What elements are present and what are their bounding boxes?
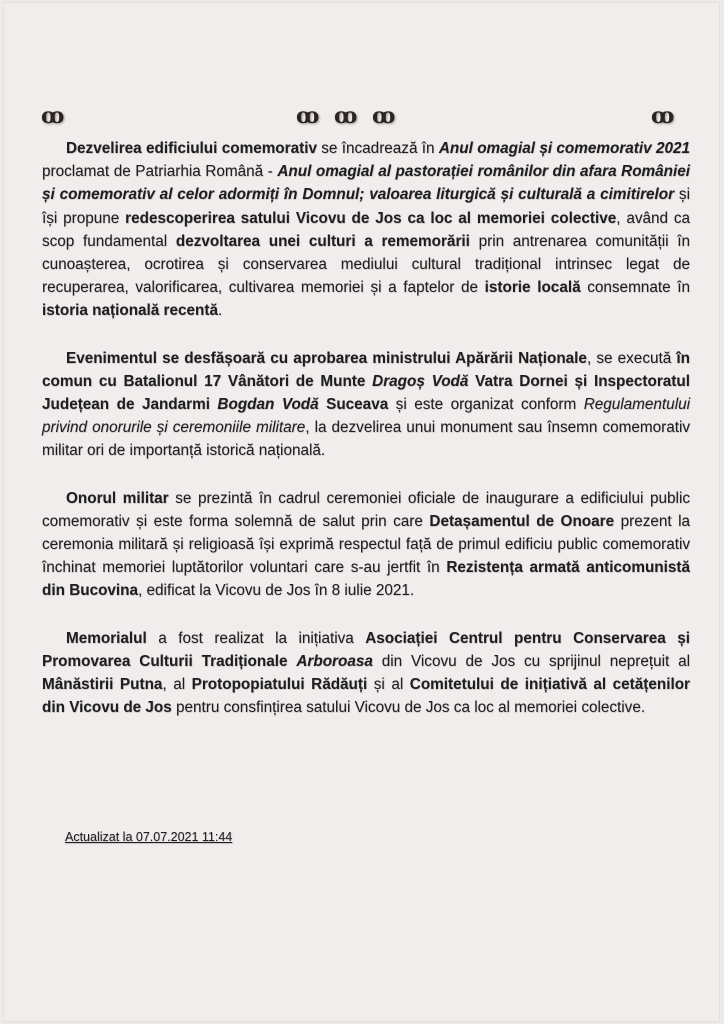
ornament-right: ꝏ: [651, 103, 674, 129]
ornament-left: ꝏ: [41, 103, 64, 129]
p4-bold-4: Protopopiatului Rădăuți: [191, 676, 368, 694]
p2-text-3: , la dezvelirea unui monument sau însemn comemorativ militar ori de importanță istorică națională.: [42, 419, 690, 460]
p2-bold-4: Suceava: [318, 396, 389, 414]
p4-bold-2: Asociației Centrul pentru Conservarea și Promovarea Culturii Tradiționale: [42, 629, 690, 670]
p2-bold-italic-1: Dragoș Vodă: [372, 372, 469, 390]
p1-text-5: prin antrenarea comunității în cunoașterea, ocrotirea și conservarea mediului cultural tradițional intrinsec legat de recuperarea, valorificarea, cultivarea memoriei și a faptelor de: [42, 232, 691, 297]
p3-text-3: , edificat la Vicovu de Jos în 8 iulie 2021.: [138, 582, 415, 600]
p1-bold-3: dezvoltarea unei culturi a rememorării: [175, 232, 470, 250]
p2-bold-italic-2: Bogdan Vodă: [217, 396, 319, 414]
document-page: [4, 3, 719, 1021]
p1-bold-italic-2: Anul omagial al pastorației românilor din afara României și comemorativ al celor adormiți în Domnul; valoarea liturgică și culturală a cimitirelor: [42, 163, 691, 204]
last-updated-text: Actualizat la 07.07.2021 11:44: [65, 830, 233, 844]
p4-bold-5: Comitetului de inițiativă al cetățenilor din Vicovu de Jos: [42, 676, 690, 717]
p1-text-3: și își propune: [42, 186, 690, 227]
p4-bold-3: Mânăstirii Putna: [42, 676, 163, 694]
p2-bold-3: Vatra Dornei și Inspectoratul Județean de Jandarmi: [42, 372, 690, 414]
p4-bold-italic-1: Arboroasa: [296, 652, 373, 670]
p4-text-2: din Vicovu de Jos cu sprijinul neprețuit al: [372, 652, 690, 670]
p4-bold-1: Memorialul: [66, 629, 147, 647]
p3-text-2: prezent la ceremonia militară și religioasă își exprimă respectul față de primul edificiu public comemorativ închinat memoriei luptătorilor voluntari care s-au jertfit în: [42, 512, 691, 577]
p4-text-5: pentru consfințirea satului Vicovu de Jos ca loc al memoriei colective.: [171, 699, 646, 717]
p3-bold-2: Detașamentul de Onoare: [429, 512, 615, 530]
paragraph-memorialul: [42, 627, 690, 720]
p2-bold-1: Evenimentul se desfășoară cu aprobarea ministrului Apărării Naționale: [66, 349, 587, 367]
p1-text-6: consemnate în: [580, 279, 690, 297]
p1-bold-2: redescoperirea satului Vicovu de Jos ca loc al memoriei colective: [125, 209, 617, 227]
p1-bold-4: istorie locală: [484, 279, 581, 297]
paragraph-onorul: [42, 487, 690, 603]
p1-text-7: .: [217, 302, 223, 320]
paragraph-evenimentul: [42, 347, 690, 463]
p1-text-4: , având ca scop fundamental: [42, 209, 690, 250]
paragraph-dezvelirea: [42, 137, 690, 323]
p2-text-2: și este organizat conform: [388, 396, 584, 414]
p3-bold-3: Rezistența armată anticomunistă din Bucovina: [42, 559, 690, 600]
p1-text-1: se încadrează în: [316, 140, 439, 157]
p1-text-2: proclamat de Patriarhia Română -: [42, 163, 278, 181]
p4-text-4: și al: [367, 676, 410, 694]
p3-text-1: se prezintă în cadrul ceremoniei oficiale de inaugurare a edificiului public comemorativ și este forma solemnă de salut prin care: [42, 489, 690, 530]
p4-text-3: , al: [162, 676, 192, 694]
ornament-middle: ꝏ ꝏ ꝏ: [296, 103, 395, 129]
p2-bold-2: în comun cu Batalionul 17 Vânători de Munte: [42, 349, 690, 390]
document-body: [42, 137, 690, 743]
p2-text-1: , se execută: [586, 349, 677, 367]
p4-text-1: a fost realizat la inițiativa: [146, 629, 366, 647]
p1-bold-1: Dezvelirea edificiului comemorativ: [66, 140, 317, 157]
p1-bold-italic-1: Anul omagial și comemorativ 2021: [438, 140, 690, 157]
p1-bold-5: istoria națională recentă: [42, 302, 218, 320]
p2-italic-1: Regulamentului privind onorurile și ceremoniile militare: [42, 396, 690, 437]
p3-bold-1: Onorul militar: [66, 489, 169, 507]
